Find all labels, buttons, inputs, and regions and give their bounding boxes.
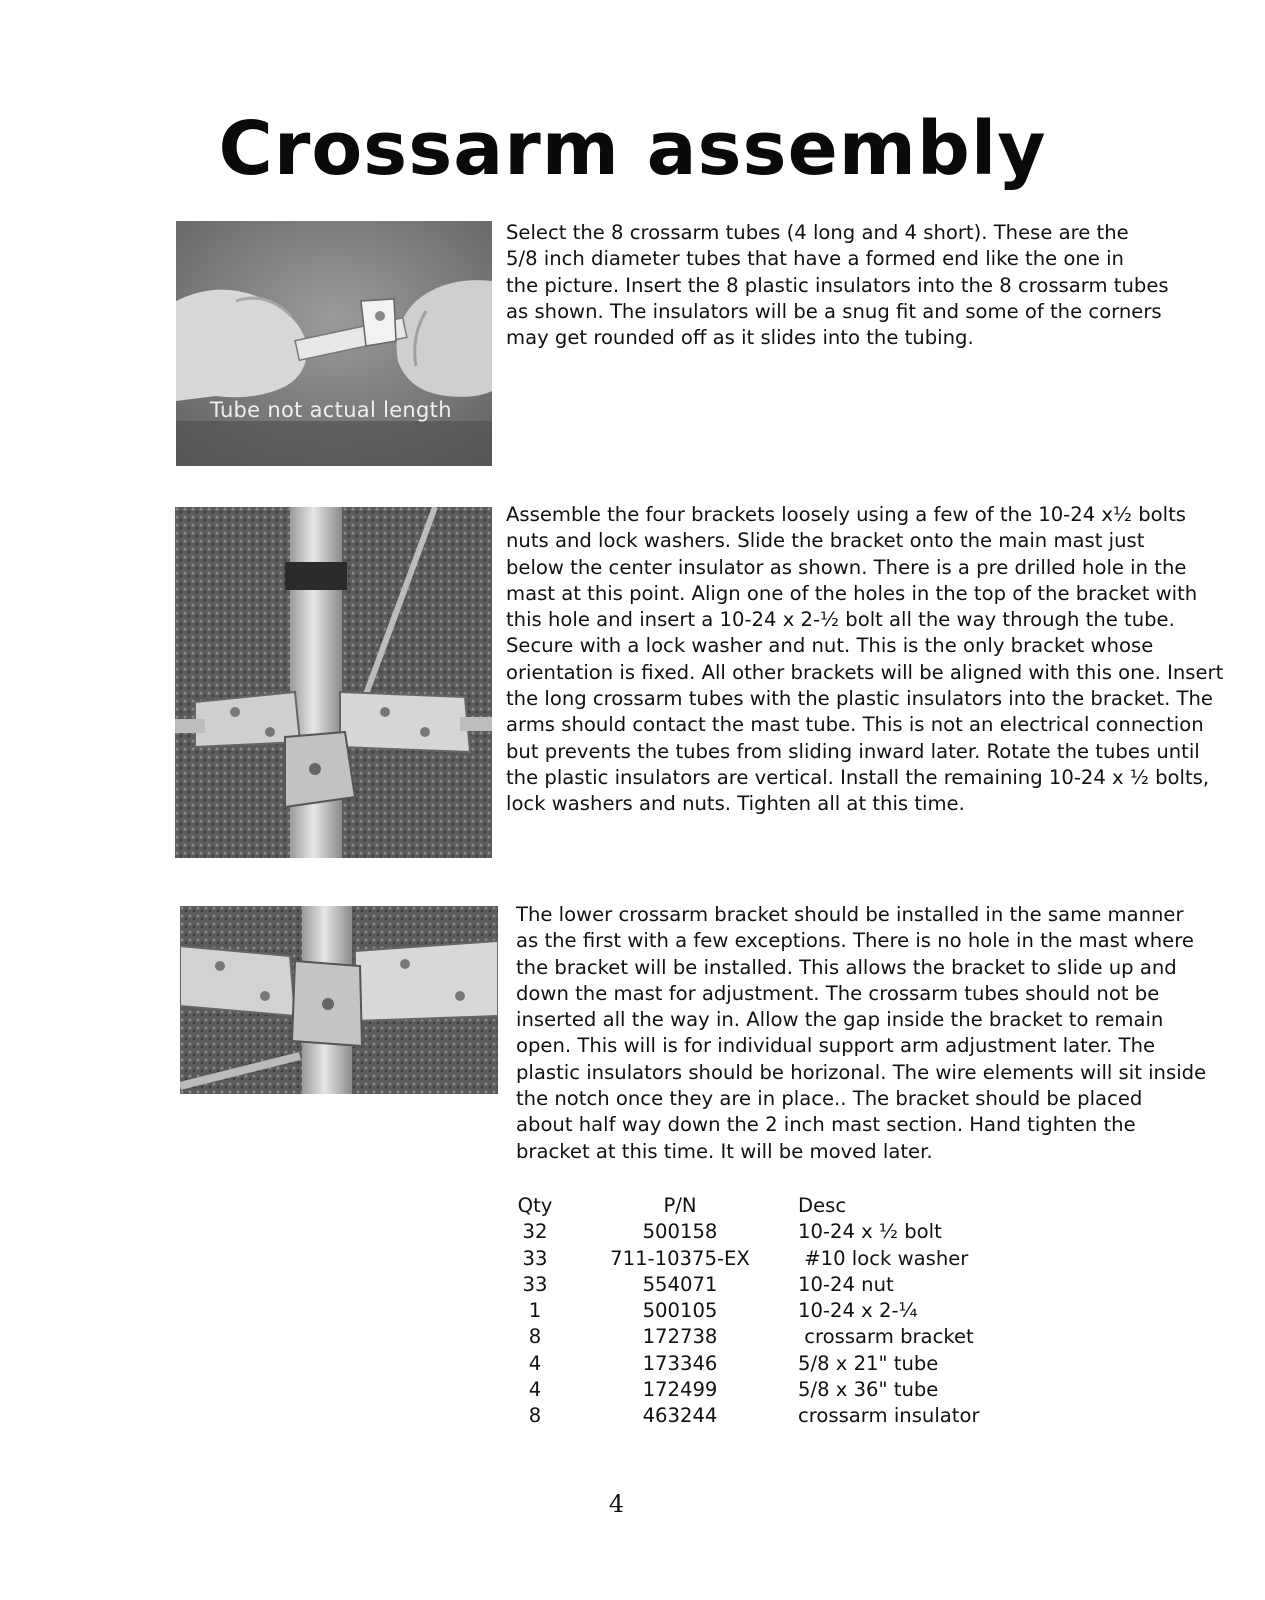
text-line: arms should contact the mast tube. This is not an electrical connection [506, 713, 1204, 737]
text-line: lock washers and nuts. Tighten all at this time. [506, 792, 965, 816]
text-line: below the center insulator as shown. There is a pre drilled hole in the [506, 555, 1187, 579]
tube-insulator-photo [176, 221, 492, 466]
text-line: open. This will is for individual support arm adjustment later. The [516, 1034, 1156, 1058]
parts-table-header [505, 1193, 1058, 1219]
table-row [505, 1403, 1058, 1429]
cell-pn: 172738 [642, 1325, 718, 1349]
photo-caption: Tube not actual length [210, 398, 452, 422]
instruction-paragraph-1 [506, 220, 1226, 351]
lower-bracket-photo [180, 906, 498, 1094]
text-line: inserted all the way in. Allow the gap inside the bracket to remain [516, 1008, 1164, 1032]
text-line: the plastic insulators are vertical. Install the remaining 10-24 x ½ bolts, [506, 765, 1210, 789]
cell-pn: 173346 [642, 1351, 718, 1375]
cell-qty: 33 [522, 1272, 548, 1296]
text-line: the bracket will be installed. This allows the bracket to slide up and [516, 955, 1177, 979]
cell-pn: 172499 [642, 1378, 718, 1402]
cell-qty: 1 [528, 1299, 542, 1323]
text-line: about half way down the 2 inch mast section. Hand tighten the [516, 1113, 1136, 1137]
table-row [505, 1298, 1058, 1324]
cell-pn: 463244 [642, 1404, 718, 1428]
text-line: the long crossarm tubes with the plastic insulators into the bracket. The [506, 687, 1213, 711]
cell-desc: 5/8 x 21" tube [798, 1351, 939, 1375]
cell-desc: #10 lock washer [798, 1246, 969, 1270]
cell-desc: crossarm bracket [798, 1325, 974, 1349]
cell-pn: 500158 [642, 1220, 718, 1244]
header-qty: Qty [517, 1194, 553, 1217]
cell-qty: 4 [528, 1351, 542, 1375]
table-row [505, 1351, 1058, 1377]
text-line: plastic insulators should be horizonal. The wire elements will sit inside [516, 1060, 1207, 1084]
text-line: mast at this point. Align one of the holes in the top of the bracket with [506, 581, 1198, 605]
text-line: but prevents the tubes from sliding inward later. Rotate the tubes until [506, 739, 1200, 763]
table-row [505, 1219, 1058, 1245]
cell-qty: 8 [528, 1404, 542, 1428]
text-line: the notch once they are in place.. The bracket should be placed [516, 1087, 1143, 1111]
text-line: The lower crossarm bracket should be installed in the same manner [516, 903, 1184, 926]
cell-qty: 32 [522, 1220, 548, 1244]
upper-bracket-photo [175, 507, 492, 858]
cell-desc: 10-24 x ½ bolt [798, 1220, 942, 1244]
cell-pn: 500105 [642, 1299, 718, 1323]
text-line: nuts and lock washers. Slide the bracket onto the main mast just [506, 529, 1145, 553]
cell-desc: 5/8 x 36" tube [798, 1378, 939, 1402]
header-desc: Desc [798, 1194, 847, 1217]
text-line: as the first with a few exceptions. There is no hole in the mast where [516, 929, 1194, 953]
text-line: the picture. Insert the 8 plastic insulators into the 8 crossarm tubes [506, 273, 1169, 297]
text-line: Select the 8 crossarm tubes (4 long and 4 short). These are the [506, 221, 1129, 244]
text-line: may get rounded off as it slides into the tubing. [506, 326, 974, 350]
table-row [505, 1324, 1058, 1350]
text-line: orientation is fixed. All other brackets will be aligned with this one. Insert [506, 660, 1224, 684]
cell-qty: 8 [528, 1325, 542, 1349]
table-row [505, 1377, 1058, 1403]
text-line: this hole and insert a 10-24 x 2-½ bolt all the way through the tube. [506, 608, 1175, 632]
page-number: 4 [608, 1490, 625, 1518]
text-line: bracket at this time. It will be moved later. [516, 1139, 933, 1163]
cell-qty: 33 [522, 1246, 548, 1270]
text-line: Assemble the four brackets loosely using a few of the 10-24 x½ bolts [506, 503, 1186, 526]
page-title: Crossarm assembly [218, 106, 1047, 192]
parts-table [505, 1193, 1058, 1430]
text-line: Secure with a lock washer and nut. This is the only bracket whose [506, 634, 1154, 658]
instruction-paragraph-3 [516, 902, 1226, 1165]
text-line: as shown. The insulators will be a snug fit and some of the corners [506, 299, 1162, 323]
cell-desc: crossarm insulator [798, 1404, 980, 1428]
text-line: down the mast for adjustment. The crossarm tubes should not be [516, 981, 1160, 1005]
table-row [505, 1272, 1058, 1298]
cell-desc: 10-24 nut [798, 1272, 894, 1296]
cell-pn: 554071 [642, 1272, 718, 1296]
text-line: 5/8 inch diameter tubes that have a formed end like the one in [506, 247, 1124, 271]
instruction-paragraph-2 [506, 502, 1226, 818]
header-pn: P/N [663, 1194, 697, 1217]
table-row [505, 1246, 1058, 1272]
cell-pn: 711-10375-EX [610, 1246, 750, 1270]
cell-qty: 4 [528, 1378, 542, 1402]
cell-desc: 10-24 x 2-¼ [798, 1299, 918, 1323]
